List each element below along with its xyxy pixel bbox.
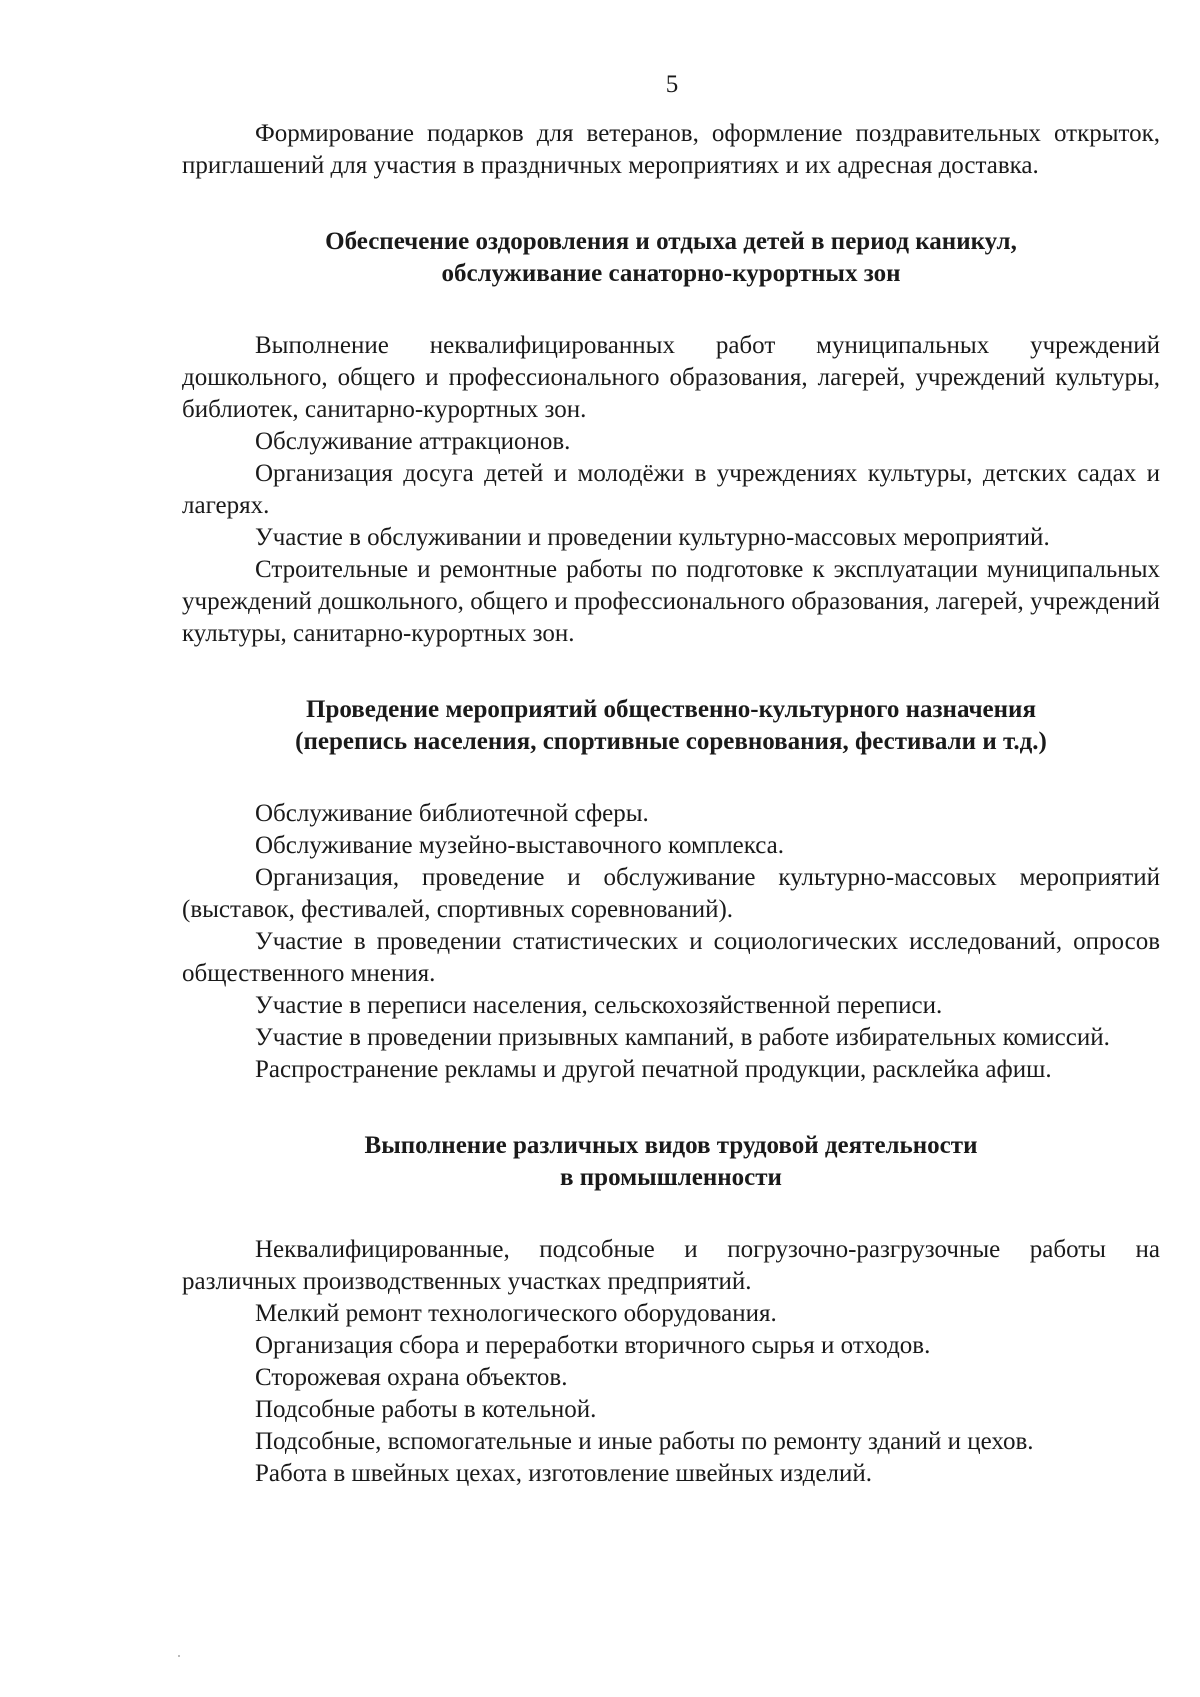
paragraph: Формирование подарков для ветеранов, оформление поздравительных открыток, приглашений для участия в праздничных мероприятиях и их адресная доставка. [182,120,1160,179]
section-heading-line: Обеспечение оздоровления и отдыха детей в период каникул, [325,228,1017,255]
document-body [182,118,1160,1490]
paragraph: Обслуживание музейно-выставочного комплекса. [255,832,785,859]
paragraph: Участие в проведении призывных кампаний, в работе избирательных комиссий. [255,1024,1110,1051]
scan-artifact-dot [178,1655,180,1657]
section-public-cultural-events [182,694,1160,1086]
paragraph: Работа в швейных цехах, изготовление швейных изделий. [255,1460,872,1487]
section-heading-line: обслуживание санаторно-курортных зон [441,260,901,287]
paragraph: Распространение рекламы и другой печатной продукции, расклейка афиш. [255,1056,1052,1083]
paragraph: Участие в обслуживании и проведении культурно-массовых мероприятий. [255,524,1050,551]
section-heading-line: (перепись населения, спортивные соревнования, фестивали и т.д.) [295,728,1047,755]
paragraph: Обслуживание библиотечной сферы. [255,800,649,827]
page-number: 5 [665,71,679,98]
section-heading-line: в промышленности [560,1164,782,1191]
intro-section [182,118,1160,182]
section-heading-line: Выполнение различных видов трудовой деятельности [364,1132,978,1159]
paragraph: Строительные и ремонтные работы по подготовке к эксплуатации муниципальных учреждений дошкольного, общего и профессионального образования, лагерей, учреждений культуры, санитарно-курортных зон. [182,556,1160,647]
paragraph: Выполнение неквалифицированных работ муниципальных учреждений дошкольного, общего и профессионального образования, лагерей, учреждений культуры, библиотек, санитарно-курортных зон. [182,332,1160,423]
paragraph: Организация досуга детей и молодёжи в учреждениях культуры, детских садах и лагерях. [182,460,1160,519]
section-heading [182,694,1160,758]
paragraph: Мелкий ремонт технологического оборудования. [255,1300,777,1327]
paragraph: Организация, проведение и обслуживание культурно-массовых мероприятий (выставок, фестивалей, спортивных соревнований). [182,864,1160,923]
paragraph: Неквалифицированные, подсобные и погрузочно-разгрузочные работы на различных производственных участках предприятий. [182,1236,1160,1295]
paragraph: Участие в проведении статистических и социологических исследований, опросов общественного мнения. [182,928,1160,987]
paragraph: Организация сбора и переработки вторичного сырья и отходов. [255,1332,931,1359]
section-heading-line: Проведение мероприятий общественно-культурного назначения [306,696,1036,723]
paragraph: Сторожевая охрана объектов. [255,1364,568,1391]
paragraph: Подсобные работы в котельной. [255,1396,597,1423]
section-heading [182,1130,1160,1194]
paragraph: Подсобные, вспомогательные и иные работы по ремонту зданий и цехов. [255,1428,1034,1455]
paragraph: Участие в переписи населения, сельскохозяйственной переписи. [255,992,943,1019]
section-industry-work [182,1130,1160,1490]
paragraph: Обслуживание аттракционов. [255,428,571,455]
section-children-recreation [182,226,1160,650]
section-heading [182,226,1160,290]
